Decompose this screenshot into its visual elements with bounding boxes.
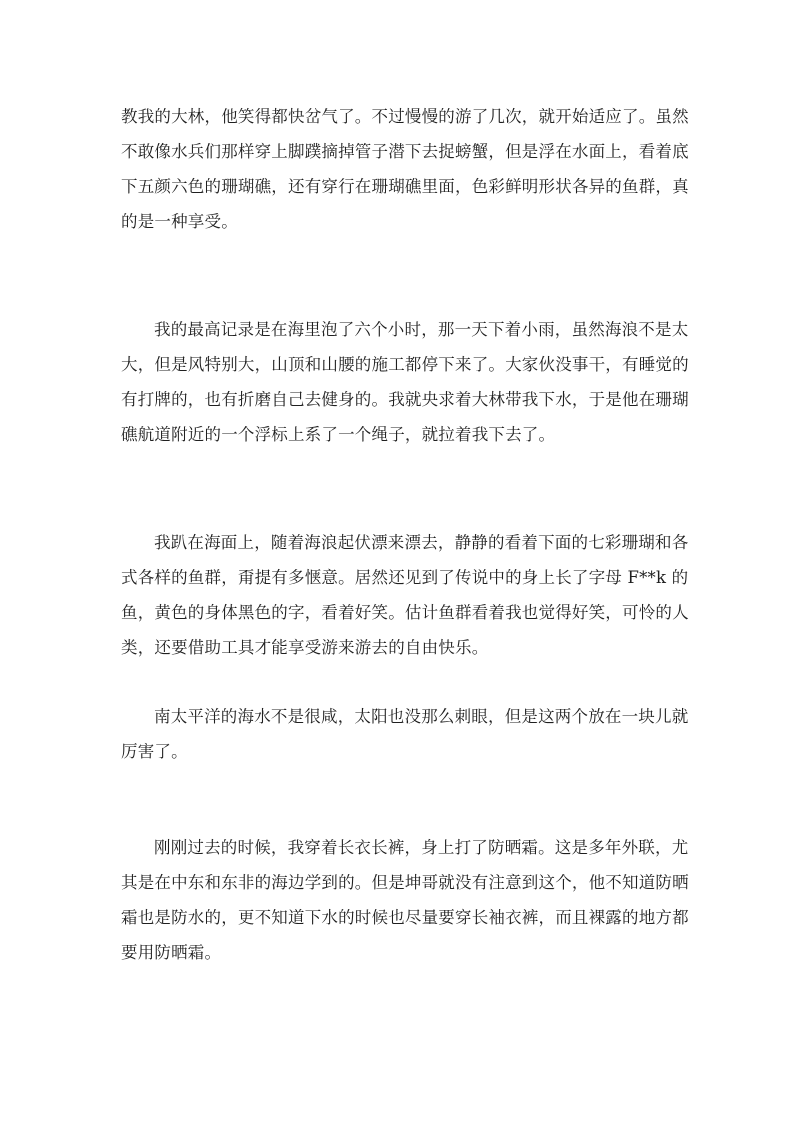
paragraph-5	[121, 830, 689, 970]
paragraph-2-line-1: 我的最高记录是在海里泡了六个小时，那一天下着小雨，虽然海浪不是太	[154, 320, 689, 339]
paragraph-1-line-3: 下五颜六色的珊瑚礁，还有穿行在珊瑚礁里面，色彩鲜明形状各异的鱼群，真	[121, 177, 689, 196]
paragraph-5-line-4: 要用防晒霜。	[121, 943, 222, 962]
paragraph-4	[121, 699, 689, 769]
paragraph-2	[121, 312, 689, 452]
paragraph-4-line-2: 厉害了。	[121, 742, 188, 761]
paragraph-2-line-2: 大，但是风特别大，山顶和山腰的施工都停下来了。大家伙没事干，有睡觉的	[121, 355, 689, 374]
paragraph-5-line-3: 霜也是防水的，更不知道下水的时候也尽量要穿长袖衣裤，而且裸露的地方都	[121, 908, 689, 927]
paragraph-2-line-4: 礁航道附近的一个浮标上系了一个绳子，就拉着我下去了。	[121, 425, 556, 444]
paragraph-5-line-1: 刚刚过去的时候，我穿着长衣长裤，身上打了防晒霜。这是多年外联，尤	[154, 838, 689, 857]
paragraph-3-line-1: 我趴在海面上，随着海浪起伏漂来漂去，静静的看着下面的七彩珊瑚和各	[154, 533, 689, 552]
paragraph-3-line-2: 式各样的鱼群，甭提有多惬意。居然还见到了传说中的身上长了字母 F**k 的	[121, 568, 689, 587]
paragraph-4-line-1: 南太平洋的海水不是很咸，太阳也没那么刺眼，但是这两个放在一块儿就	[154, 707, 689, 726]
paragraph-3-line-3: 鱼，黄色的身体黑色的字，看着好笑。估计鱼群看着我也觉得好笑，可怜的人	[121, 603, 689, 622]
paragraph-5-line-2: 其是在中东和东非的海边学到的。但是坤哥就没有注意到这个，他不知道防晒	[121, 873, 689, 892]
paragraph-1-line-1: 教我的大林，他笑得都快岔气了。不过慢慢的游了几次，就开始适应了。虽然	[121, 107, 689, 126]
paragraph-3	[121, 525, 689, 665]
paragraph-2-line-3: 有打牌的，也有折磨自己去健身的。我就央求着大林带我下水，于是他在珊瑚	[121, 390, 689, 409]
paragraph-1-line-2: 不敢像水兵们那样穿上脚蹼摘掉管子潜下去捉螃蟹，但是浮在水面上，看着底	[121, 142, 689, 161]
paragraph-3-line-4: 类，还要借助工具才能享受游来游去的自由快乐。	[121, 638, 489, 657]
paragraph-1	[121, 99, 689, 239]
paragraph-1-line-4: 的是一种享受。	[121, 212, 238, 231]
